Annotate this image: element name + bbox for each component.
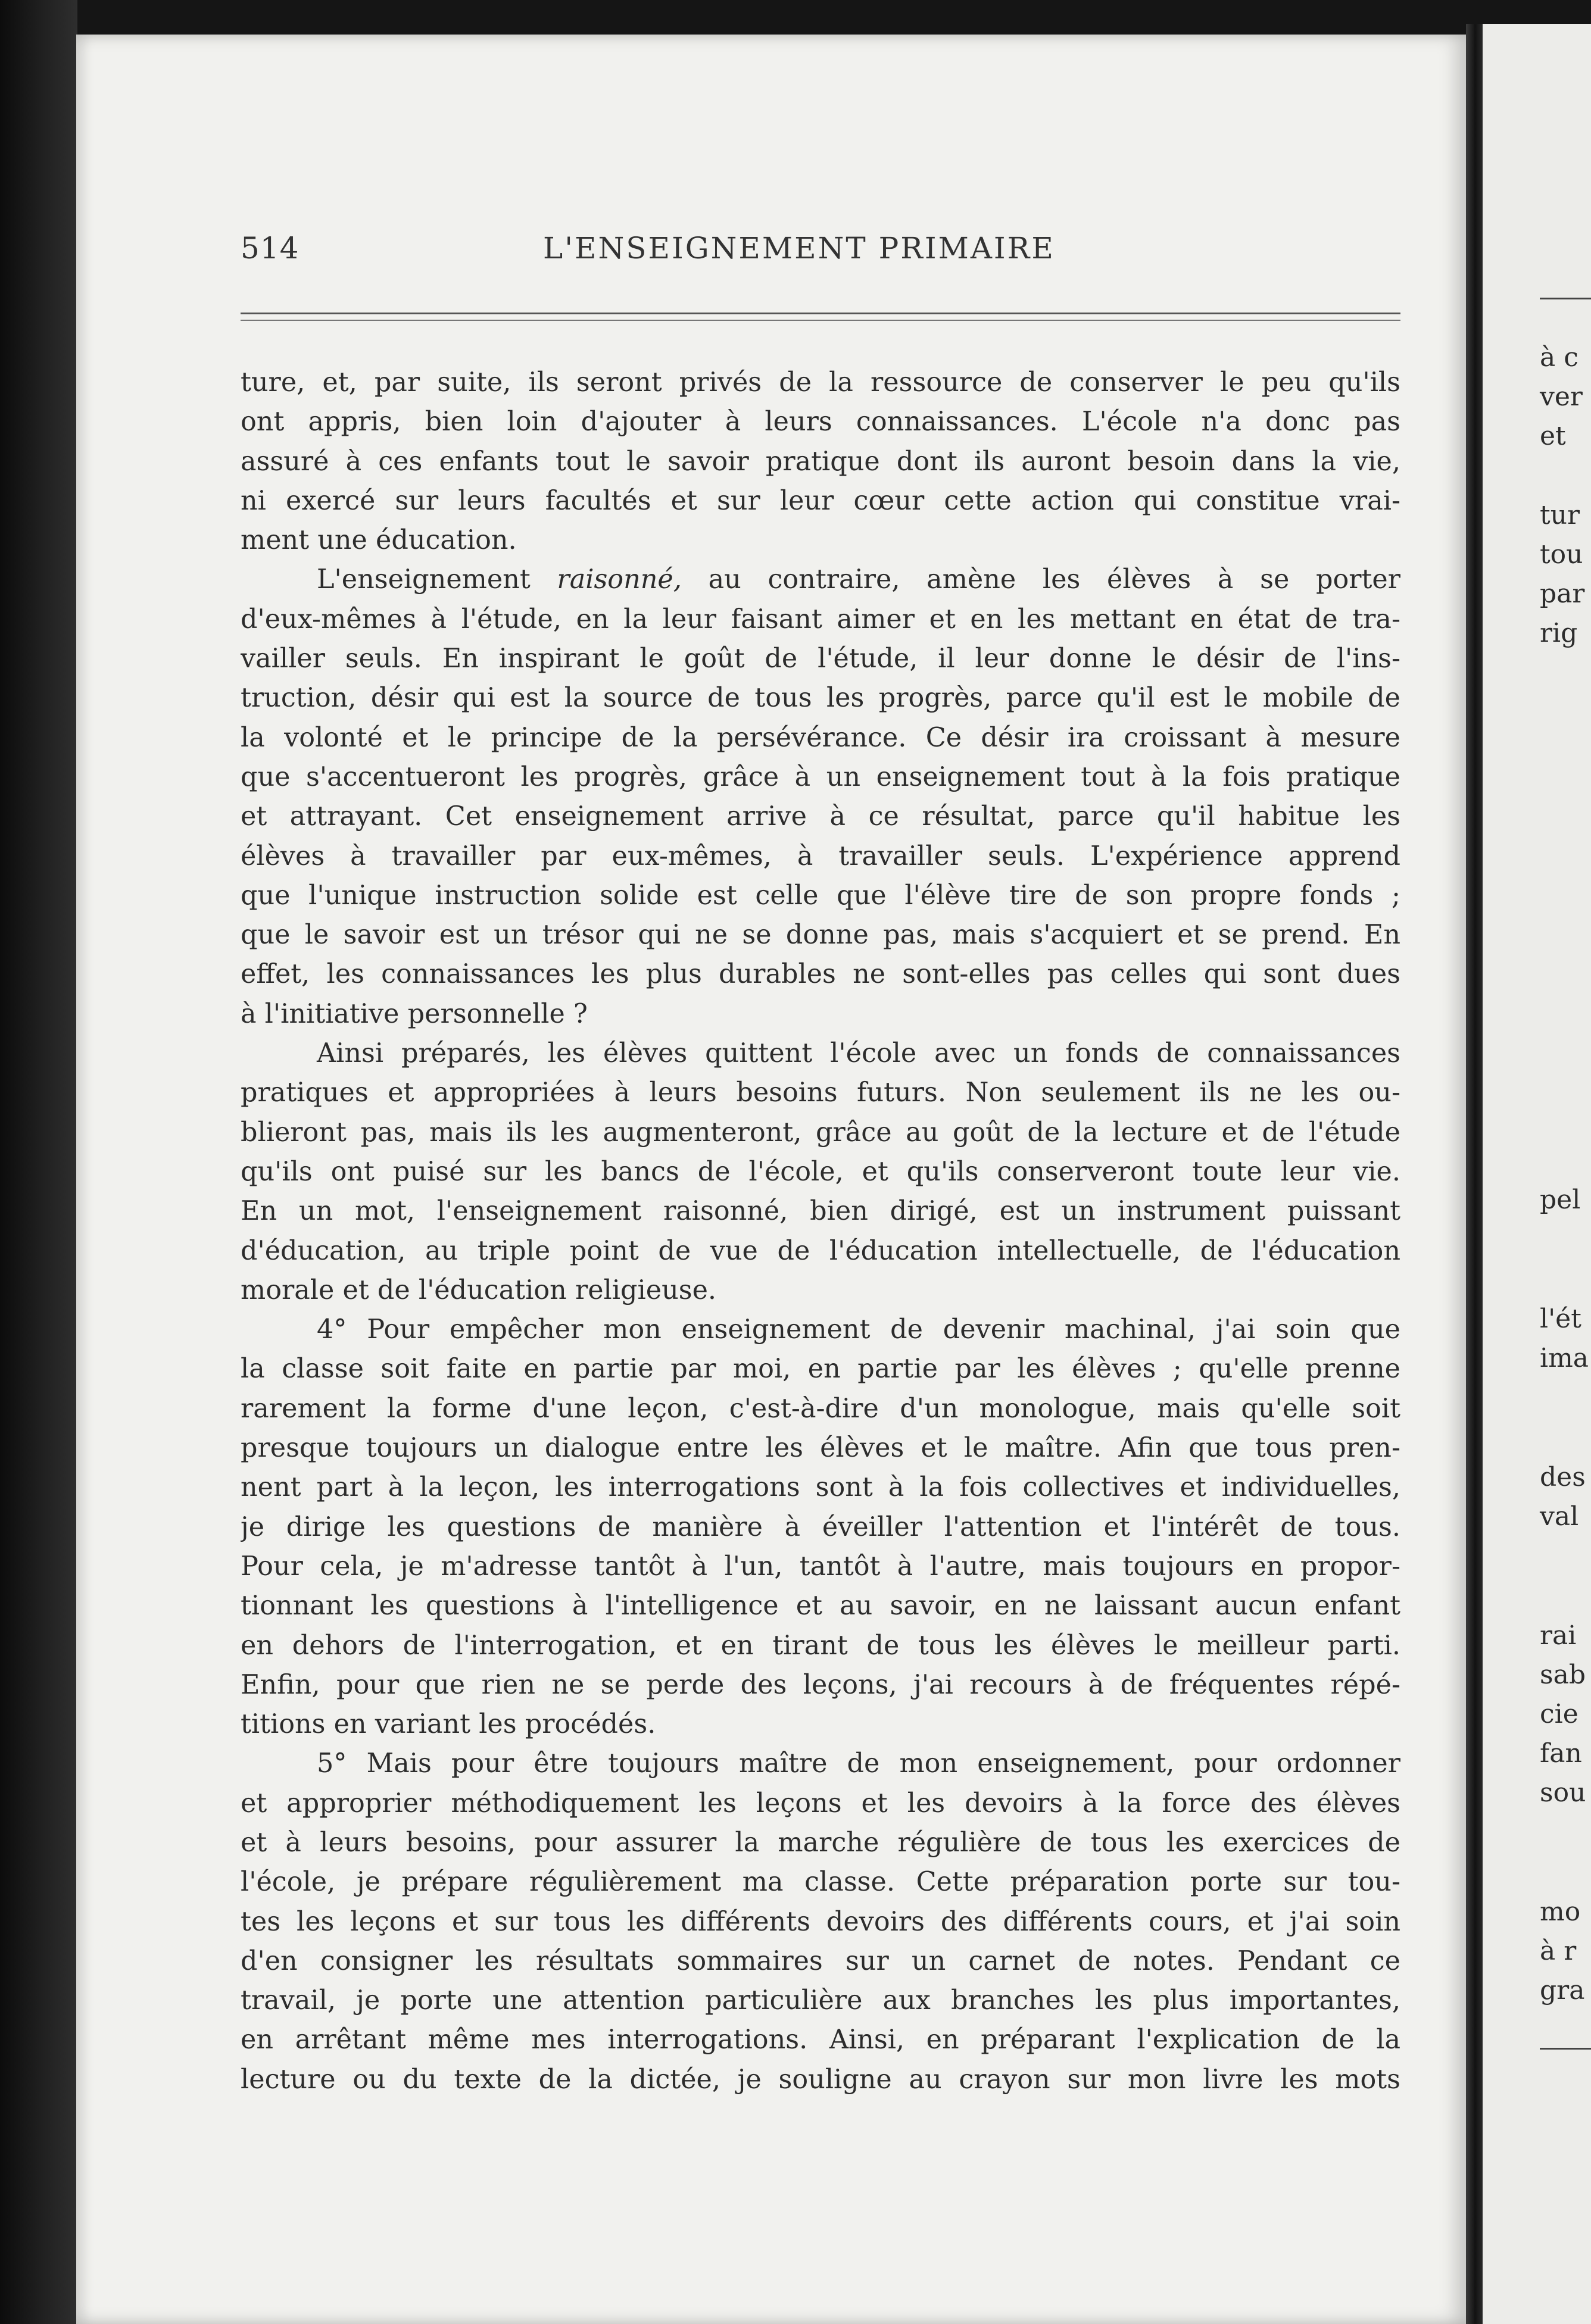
text-line: que le savoir est un trésor qui ne se donne pas, mais s'acquiert et se prend. En <box>241 920 1400 951</box>
text-line: nent part à la leçon, les interrogations sont à la fois collectives et individuelles, <box>241 1472 1400 1503</box>
text-line: ture, et, par suite, ils seront privés de la ressource de conserver le peu qu'ils <box>241 367 1400 398</box>
text-line: à l'initiative personnelle ? <box>241 998 588 1029</box>
facing-text-fragment: par <box>1540 579 1585 609</box>
body-text <box>241 363 1400 2149</box>
facing-text-fragment: rig <box>1540 618 1578 648</box>
text-line: d'éducation, au triple point de vue de l'éducation intellectuelle, de l'éducation <box>241 1235 1400 1266</box>
facing-text-fragment: pel <box>1540 1185 1581 1215</box>
text-line <box>241 560 1400 599</box>
text-line: l'école, je prépare régulièrement ma classe. Cette préparation porte sur tou- <box>241 1867 1400 1898</box>
text-line: Enfin, pour que rien ne se perde des leçons, j'ai recours à de fréquentes répé- <box>241 1669 1400 1700</box>
text-line: d'eux-mêmes à l'étude, en la leur faisant aimer et en les mettant en état de tra- <box>241 604 1400 635</box>
facing-text-fragment: ver <box>1540 382 1583 412</box>
text-line: et à leurs besoins, pour assurer la marche régulière de tous les exercices de <box>241 1827 1400 1858</box>
facing-text-fragment: tou <box>1540 539 1583 570</box>
text-line: rarement la forme d'une leçon, c'est-à-dire d'un monologue, mais qu'elle soit <box>241 1393 1400 1424</box>
text-line: ni exercé sur leurs facultés et sur leur cœur cette action qui constitue vrai- <box>241 485 1400 516</box>
text-line: je dirige les questions de manière à éveiller l'attention et l'intérêt de tous. <box>241 1511 1400 1542</box>
facing-text-fragment: fan <box>1540 1738 1582 1769</box>
text-line: truction, désir qui est la source de tous les progrès, parce qu'il est le mobile de <box>241 683 1400 714</box>
text-line: en arrêtant même mes interrogations. Ainsi, en préparant l'explication de la <box>241 2025 1400 2056</box>
text-line: vailler seuls. En inspirant le goût de l'étude, il leur donne le désir de l'ins- <box>241 644 1400 674</box>
header-rule-thin <box>241 320 1400 321</box>
facing-text-fragment: cie <box>1540 1699 1578 1729</box>
text-line: titions en variant les procédés. <box>241 1709 656 1740</box>
text-line: et approprier méthodiquement les leçons et les devoirs à la force des élèves <box>241 1788 1400 1819</box>
text-line: 4° Pour empêcher mon enseignement de devenir machinal, j'ai soin que <box>317 1314 1400 1345</box>
facing-text-fragment: val <box>1540 1501 1579 1532</box>
facing-text-fragment: à r <box>1540 1936 1577 1966</box>
book-gutter <box>1466 24 1483 2324</box>
facing-text-fragment: tur <box>1540 500 1580 530</box>
text-line: assuré à ces enfants tout le savoir pratique dont ils auront besoin dans la vie, <box>241 446 1400 477</box>
running-title: L'ENSEIGNEMENT PRIMAIRE <box>543 231 1055 265</box>
header-rule <box>241 313 1400 314</box>
text-fragment: L'enseignement <box>317 564 557 595</box>
facing-text-fragment: ima <box>1540 1343 1589 1373</box>
text-line: Pour cela, je m'adresse tantôt à l'un, tantôt à l'autre, mais toujours en propor- <box>241 1551 1400 1582</box>
text-line: que l'unique instruction solide est celle que l'élève tire de son propre fonds ; <box>241 880 1400 911</box>
facing-page <box>1483 24 1591 2324</box>
facing-text-fragment: des <box>1540 1462 1586 1492</box>
italic-word: raisonné, <box>557 564 682 595</box>
facing-header-rule <box>1540 298 1591 299</box>
facing-text-fragment: à c <box>1540 342 1578 373</box>
text-line: tes les leçons et sur tous les différents devoirs des différents cours, et j'ai soin <box>241 1906 1400 1937</box>
scanner-background-left <box>0 0 77 2324</box>
text-line: qu'ils ont puisé sur les bancs de l'école, et qu'ils conserveront toute leur vie. <box>241 1156 1400 1187</box>
text-line: blieront pas, mais ils les augmenteront, grâce au goût de la lecture et de l'étude <box>241 1117 1400 1148</box>
text-fragment: au contraire, amène les élèves à se porter <box>681 564 1400 595</box>
text-line: que s'accentueront les progrès, grâce à un enseignement tout à la fois pratique <box>241 761 1400 792</box>
facing-text-fragment: sou <box>1540 1778 1586 1808</box>
text-line: tionnant les questions à l'intelligence et au savoir, en ne laissant aucun enfant <box>241 1591 1400 1622</box>
facing-text-fragment: l'ét <box>1540 1304 1581 1334</box>
page-number: 514 <box>241 231 300 265</box>
text-line: la volonté et le principe de la persévérance. Ce désir ira croissant à mesure <box>241 722 1400 753</box>
text-line: pratiques et appropriées à leurs besoins futurs. Non seulement ils ne les ou- <box>241 1077 1400 1108</box>
text-line: élèves à travailler par eux-mêmes, à travailler seuls. L'expérience apprend <box>241 841 1400 872</box>
facing-text-fragment: gra <box>1540 1975 1585 2006</box>
text-line: Ainsi préparés, les élèves quittent l'école avec un fonds de connaissances <box>317 1038 1400 1069</box>
text-line: En un mot, l'enseignement raisonné, bien dirigé, est un instrument puissant <box>241 1196 1400 1227</box>
text-line: morale et de l'éducation religieuse. <box>241 1275 717 1305</box>
facing-text-fragment: rai <box>1540 1620 1577 1651</box>
facing-text-fragment: mo <box>1540 1897 1581 1927</box>
text-line: travail, je porte une attention particulière aux branches les plus importantes, <box>241 1985 1400 2016</box>
facing-rule <box>1540 2048 1591 2050</box>
text-line: et attrayant. Cet enseignement arrive à ce résultat, parce qu'il habitue les <box>241 801 1400 832</box>
page-header <box>241 231 1403 285</box>
text-line: ont appris, bien loin d'ajouter à leurs connaissances. L'école n'a donc pas <box>241 407 1400 438</box>
text-line: lecture ou du texte de la dictée, je souligne au crayon sur mon livre les mots <box>241 2064 1400 2095</box>
text-line: effet, les connaissances les plus durables ne sont-elles pas celles qui sont dues <box>241 959 1400 990</box>
facing-text-fragment: et <box>1540 421 1566 451</box>
text-line: 5° Mais pour être toujours maître de mon enseignement, pour ordonner <box>317 1748 1400 1779</box>
text-line: en dehors de l'interrogation, et en tirant de tous les élèves le meilleur parti. <box>241 1630 1400 1661</box>
text-line: d'en consigner les résultats sommaires sur un carnet de notes. Pendant ce <box>241 1945 1400 1976</box>
text-line: la classe soit faite en partie par moi, en partie par les élèves ; qu'elle prenne <box>241 1354 1400 1385</box>
facing-text-fragment: sab <box>1540 1660 1586 1690</box>
text-line: presque toujours un dialogue entre les élèves et le maître. Afin que tous pren- <box>241 1433 1400 1464</box>
text-line: ment une éducation. <box>241 525 517 556</box>
